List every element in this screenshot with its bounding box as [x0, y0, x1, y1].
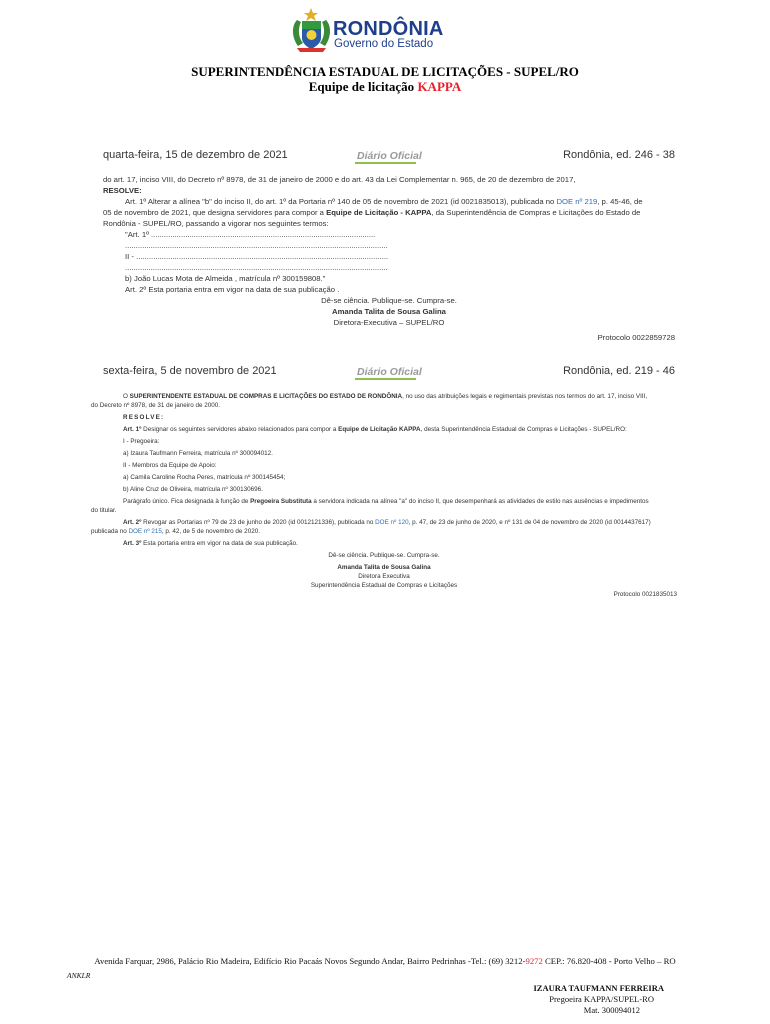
- pub2-resolve: RESOLVE:: [123, 414, 165, 421]
- pub2-doe-link[interactable]: DOE nº 215: [128, 528, 162, 535]
- pub1-diario-underline: [355, 162, 416, 164]
- pub2-art1-text-end: , desta Superintendência Estadual de Compras e Licitações - SUPEL/RO:: [420, 426, 627, 433]
- pub2-intro-text-end: , no uso das atribuições legais e regimentais previstas nos termos do art. 17, inciso VIII,: [402, 393, 648, 400]
- footer-address-text-end: CEP.: 76.820-408 - Porto Velho – RO: [542, 956, 676, 966]
- page-subtitle: [0, 79, 770, 95]
- pub1-signature-role: Diretora-Executiva – SUPEL/RO: [333, 318, 445, 327]
- pub2-art3: [91, 539, 677, 548]
- pub2-line: [91, 527, 677, 536]
- pub2-diario-oficial: Diário Oficial: [357, 366, 422, 378]
- subtitle-highlight: KAPPA: [417, 79, 462, 94]
- pub1-signature-name: Amanda Talita de Sousa Galina: [332, 307, 446, 316]
- signer-role: Pregoeira KAPPA/SUPEL-RO: [549, 994, 654, 1004]
- footer-address: [0, 956, 770, 966]
- pub2-line: a) Izaura Taufmann Ferreira, matrícula nº 300094012.: [123, 450, 273, 457]
- pub1-date: quarta-feira, 15 de dezembro de 2021: [103, 149, 288, 161]
- page-title: SUPERINTENDÊNCIA ESTADUAL DE LICITAÇÕES - SUPEL/RO: [191, 64, 579, 79]
- pub1-protocol: Protocolo 0022859728: [597, 333, 675, 342]
- brand-name: RONDÔNIA: [333, 18, 444, 40]
- pub2-line: a) Camila Caroline Rocha Peres, matrícula nº 300145454;: [123, 474, 286, 481]
- pub2-team-name: Equipe de Licitação KAPPA: [338, 426, 421, 433]
- pub2-intro: [91, 392, 677, 401]
- footer-code: ANKLR: [67, 971, 91, 980]
- rondonia-coat-of-arms-icon: [289, 6, 334, 56]
- pub1-line: Rondônia - SUPEL/RO, passando a vigorar nos seguintes termos:: [103, 219, 329, 228]
- pub1-line: ...........................................................................................................................: [125, 263, 388, 272]
- pub1-line-text-end: , da Superintendência de Compras e Licitações do Estado de: [431, 208, 641, 217]
- pub2-protocol: Protocolo 0021835013: [613, 591, 677, 598]
- pub2-art2-text: Revogar as Portarias nº 79 de 23 de junho de 2020 (id 0012121336), publicada no: [143, 519, 374, 526]
- pub1-line: II - ......................................................................................................................: [125, 252, 389, 261]
- pub2-diario-underline: [355, 378, 416, 380]
- pub2-ciencia: Dê-se ciência. Publique-se. Cumpra-se.: [328, 552, 440, 559]
- pub2-art1-text: Designar os seguintes servidores abaixo relacionados para compor a: [143, 426, 337, 433]
- pub1-line: [103, 207, 675, 218]
- pub2-intro-text: O: [123, 393, 128, 400]
- pub1-art1: [103, 196, 675, 207]
- pub2-line: do titular.: [91, 507, 117, 514]
- pub2-art2-text-end: , p. 47, de 23 de junho de 2020, e nº 131 de 04 de novembro de 2020 (id 0014437617): [408, 519, 651, 526]
- pub2-signature-org: Superintendência Estadual de Compras e Licitações: [310, 582, 458, 589]
- pub2-art3-text: Esta portaria entra em vigor na data de sua publicação.: [143, 540, 298, 547]
- pub1-line-text: 05 de novembro de 2021, que designa servidores para compor a: [103, 208, 324, 217]
- pub2-line: do Decreto nº 8978, de 31 de janeiro de 2000.: [91, 402, 221, 409]
- brand-subtitle: Governo do Estado: [334, 38, 434, 50]
- pub2-paragraph-text-end: a servidora indicada na alínea "a" do inciso II, que desempenhará as atividades de estilo nas ausências e impedimentos: [313, 498, 649, 505]
- pub2-art2-label: Art. 2º: [123, 519, 142, 526]
- pub2-doe-link[interactable]: DOE nº 120: [375, 519, 409, 526]
- pub1-art1-text-end: , p. 45-46, de: [597, 197, 643, 206]
- pub1-line: "Art. 1º .........................................................................................................: [125, 230, 376, 239]
- pub2-line-text: publicada no: [91, 528, 127, 535]
- pub2-date: sexta-feira, 5 de novembro de 2021: [103, 365, 277, 377]
- pub1-line: ...........................................................................................................................: [125, 241, 388, 250]
- pub2-authority: SUPERINTENDENTE ESTADUAL DE COMPRAS E LICITAÇÕES DO ESTADO DE RONDÔNIA: [129, 393, 403, 400]
- pub1-body: [103, 174, 675, 343]
- signer-registration: Mat. 300094012: [583, 1005, 640, 1015]
- pub2-edition: Rondônia, ed. 219 - 46: [563, 365, 675, 377]
- pub2-line: b) Aline Cruz de Oliveira, matrícula nº 300130696.: [123, 486, 263, 493]
- pub2-line: I - Pregoeira:: [123, 438, 160, 445]
- pub2-role: Pregoeira Substituta: [250, 498, 312, 505]
- pub2-art1: [91, 425, 677, 434]
- pub2-art1-label: Art. 1º: [123, 426, 142, 433]
- pub1-art1-text: Art. 1º Alterar a alínea "b" do inciso II, do art. 1º da Portaria nº 140 de 05 de novembro de 2021 (id 0021835013), publicada no: [125, 197, 555, 206]
- footer-phone-highlight: 9272: [525, 956, 543, 966]
- pub1-team-name: Equipe de Licitação - KAPPA: [326, 208, 432, 217]
- subtitle-prefix: Equipe de licitação: [308, 79, 415, 94]
- pub2-signature-role: Diretora Executiva: [358, 573, 410, 580]
- pub1-resolve: RESOLVE:: [103, 186, 142, 195]
- pub1-diario-oficial: Diário Oficial: [357, 150, 422, 162]
- pub1-line: do art. 17, inciso VIII, do Decreto nº 8978, de 31 de janeiro de 2000 e do art. 43 da Lei Complementar n. 965, de 20 de dezembro de 2017,: [103, 175, 576, 184]
- pub1-line: Art. 2º Esta portaria entra em vigor na data de sua publicação .: [125, 285, 340, 294]
- pub2-body: [91, 392, 677, 599]
- pub2-art2: [91, 518, 677, 527]
- pub2-paragraph-text: Parágrafo único. Fica designada à função de: [123, 498, 249, 505]
- pub1-edition: Rondônia, ed. 246 - 38: [563, 149, 675, 161]
- pub1-doe-link[interactable]: DOE nº 219: [556, 197, 598, 206]
- footer-address-text: Avenida Farquar, 2986, Palácio Rio Madeira, Edifício Rio Pacaás Novos Segundo Andar, Bairro Pedrinhas -Tel.: (69) 3212-: [94, 956, 526, 966]
- pub2-line-text-end: , p. 42, de 5 de novembro de 2020.: [161, 528, 260, 535]
- signer-name: IZAURA TAUFMANN FERREIRA: [533, 983, 664, 993]
- pub1-ciencia: Dê-se ciência. Publique-se. Cumpra-se.: [321, 296, 457, 305]
- pub2-signature-name: Amanda Talita de Sousa Galina: [337, 564, 431, 571]
- pub2-line: II - Membros da Equipe de Apoio:: [123, 462, 217, 469]
- pub2-paragraph: [91, 497, 677, 506]
- pub1-line: b) João Lucas Mota de Almeida , matrícula nº 300159808.": [125, 274, 326, 283]
- pub2-art3-label: Art. 3º: [123, 540, 142, 547]
